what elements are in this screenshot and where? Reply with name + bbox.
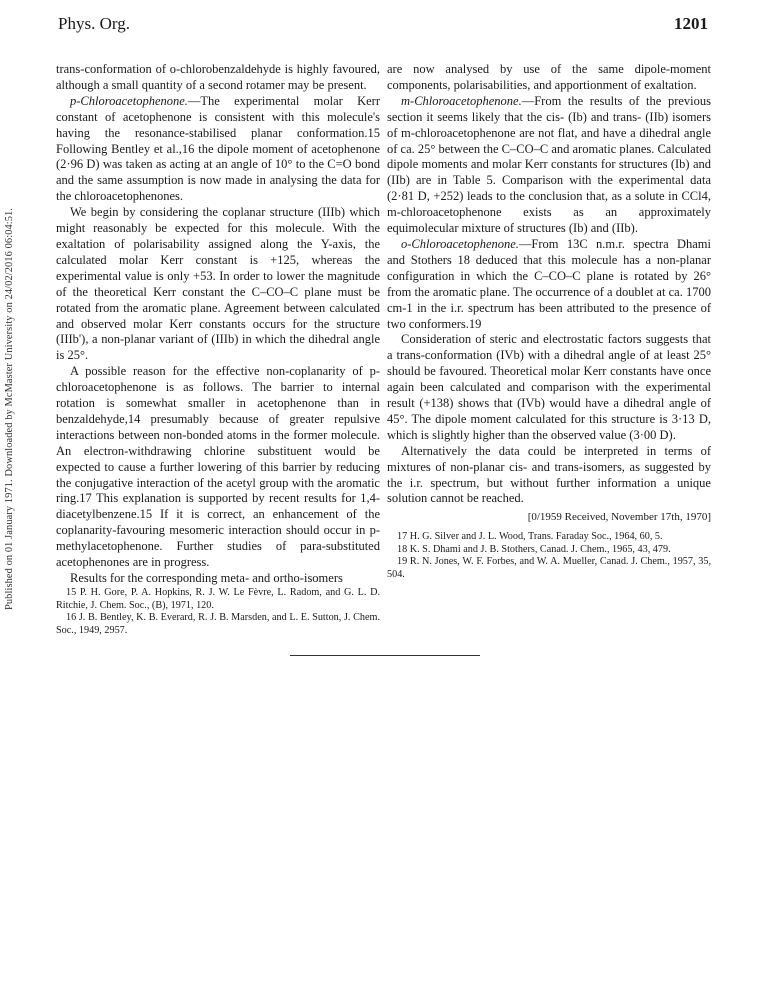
page-header <box>58 14 708 38</box>
paragraph: trans-conformation of o-chlorobenzaldehyde is highly favoured, although a small quantity of a second rotamer may be present. <box>56 62 380 92</box>
end-rule <box>290 655 480 656</box>
paragraph: Results for the corresponding meta- and ortho-isomers <box>70 571 343 585</box>
download-watermark-text: Published on 01 January 1971. Downloaded by McMaster University on 24/02/2016 06:04:51. <box>4 207 15 610</box>
section-heading: p-Chloroacetophenone. <box>70 93 188 108</box>
section-heading: m-Chloroacetophenone. <box>401 93 522 108</box>
footnote: 16 J. B. Bentley, K. B. Everard, R. J. B. Marsden, and L. E. Sutton, J. Chem. Soc., 1949, 2957. <box>56 612 380 636</box>
footnote: 17 H. G. Silver and J. L. Wood, Trans. Faraday Soc., 1964, 60, 5. <box>397 531 663 543</box>
paragraph: o-Chloroacetophenone.—From 13C n.m.r. spectra Dhami and Stothers 18 deduced that this molecule has a non-planar configuration in which the C–CO–C plane is rotated by 26° from the aromatic plane. The occurrence of a doublet at ca. 1700 cm-1 in the i.r. spectrum has been attributed to the presence of two conformers.19 <box>387 236 711 331</box>
footnotes <box>387 531 711 581</box>
left-column <box>56 62 380 637</box>
section-heading: o-Chloroacetophenone. <box>401 236 519 251</box>
right-column <box>387 62 711 582</box>
received-date: [0/1959 Received, November 17th, 1970] <box>527 511 711 524</box>
paragraph: A possible reason for the effective non-coplanarity of p-chloroacetophenone is as follows. The barrier to internal rotation is somewhat smaller in acetophenone than in benzaldehyde,14 presumably because of greater repulsive interactions between non-bonded atoms in the former molecule. An electron-withdrawing chlorine substituent would be expected to cause a further lowering of this barrier by reducing the conjugative interaction of the acetyl group with the aromatic ring.17 This explanation is supported by recent results for 1,4-diacetylbenzene.15 If it is correct, an enhancement of the coplanarity-favouring mesomeric interaction should occur in p-methylacetophenone. Further studies of para-substituted acetophenones are in progress. <box>56 364 380 570</box>
download-watermark <box>2 150 16 610</box>
footnote: 19 R. N. Jones, W. F. Forbes, and W. A. Mueller, Canad. J. Chem., 1957, 35, 504. <box>387 556 711 581</box>
paragraph: Consideration of steric and electrostatic factors suggests that a trans-conformation (IVb) with a dihedral angle of at least 25° should be favoured. Theoretical molar Kerr constants have once again been calculated and comparison with the experimental result (+138) shows that (IVb) would have a dihedral angle of 45°. The dipole moment calculated for this structure is 3·13 D, which is slightly higher than the observed value (3·00 D). <box>387 332 711 442</box>
paragraph: Alternatively the data could be interpreted in terms of mixtures of non-planar cis- and trans-isomers, as suggested by the i.r. spectrum, but without further information a unique solution cannot be reached. <box>387 443 711 506</box>
footnote: 18 K. S. Dhami and J. B. Stothers, Canad. J. Chem., 1965, 43, 479. <box>397 543 671 555</box>
paragraph: We begin by considering the coplanar structure (IIIb) which might reasonably be expected for this molecule. With the exaltation of polarisability assigned along the Y-axis, the calculated molar Kerr constant is +125, whereas the experimental value is only +53. In order to lower the magnitude of the theoretical Kerr constant the C–CO–C plane must be rotated from the aromatic plane. Agreement between calculated and observed molar Kerr constants occurs for the structure (IIIb'), a non-planar variant of (IIIb) in which the dihedral angle is 25°. <box>56 205 380 363</box>
paragraph: are now analysed by use of the same dipole-moment components, polarisabilities, and apportionment of exaltation. <box>387 62 711 92</box>
paragraph: p-Chloroacetophenone.—The experimental molar Kerr constant of acetophenone is consistent with this molecule's having the resonance-stabilised planar conformation.15 Following Bentley et al.,16 the dipole moment of acetophenone (2·96 D) was taken as acting at an angle of 10° to the C=O bond and the same assumption is now made in analysing the data for the chloroacetophenones. <box>56 93 380 204</box>
footnote: 15 P. H. Gore, P. A. Hopkins, R. J. W. Le Fèvre, L. Radom, and G. L. D. Ritchie, J. Chem. Soc., (B), 1971, 120. <box>56 586 380 611</box>
journal-title: Phys. Org. <box>58 14 130 33</box>
footnotes <box>56 587 380 637</box>
paragraph: m-Chloroacetophenone.—From the results of the previous section it seems likely that the cis- (Ib) and trans- (IIb) isomers of m-chloroacetophenone are not flat, and have a dihedral angle of ca. 25° between the C–CO–C and aromatic planes. Calculated dipole moments and molar Kerr constants for structures (Ib) and (IIb) are in Table 5. Comparison with the experimental data (2·81 D, +252) leads to the conclusion that, as a solute in CCl4, m-chloroacetophenone exists as an approximately equimolecular mixture of structures (Ib) and (IIb). <box>387 93 711 236</box>
page-number: 1201 <box>674 14 708 33</box>
